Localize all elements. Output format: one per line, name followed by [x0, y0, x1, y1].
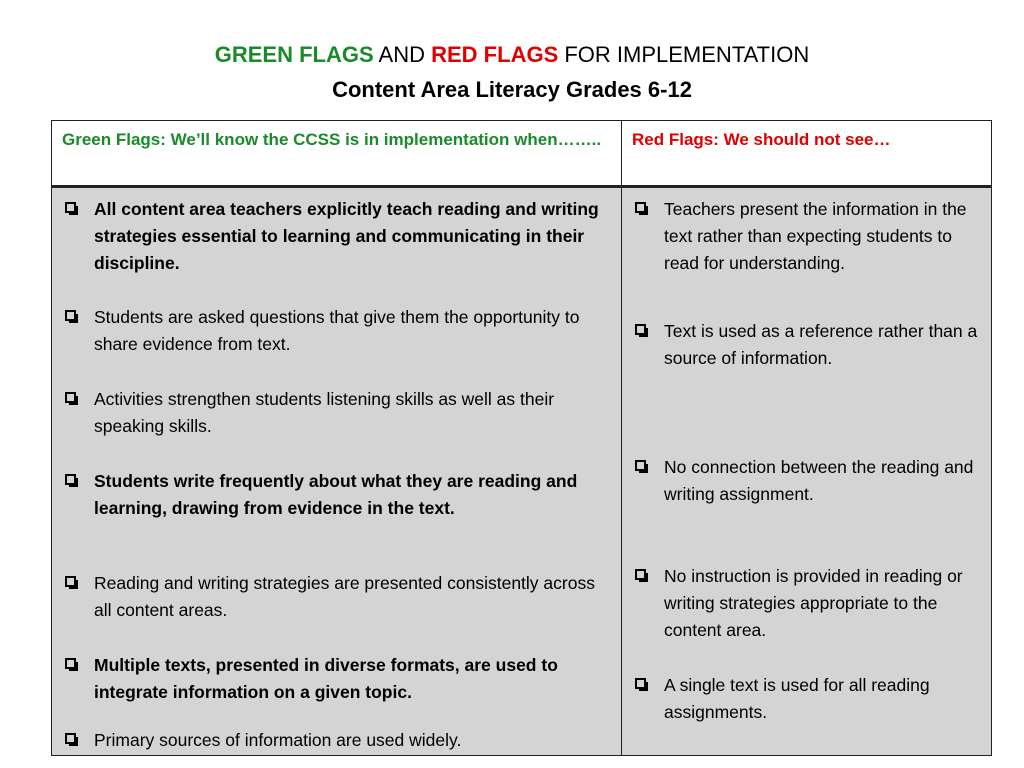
- red-flag-item: [633, 672, 988, 726]
- flags-table: [51, 120, 992, 756]
- green-flag-text: Multiple texts, presented in diverse formats, are used to integrate information on a given topic.: [94, 655, 558, 702]
- title-and: AND: [373, 42, 432, 67]
- green-flag-item: [63, 468, 611, 522]
- red-flag-item: [633, 196, 988, 277]
- checkbox-bullet-icon: [65, 658, 76, 669]
- checkbox-bullet-icon: [65, 576, 76, 587]
- red-flag-text: Teachers present the information in the text rather than expecting students to read for understanding.: [664, 199, 967, 273]
- checkbox-bullet-icon: [65, 733, 76, 744]
- checkbox-bullet-icon: [65, 202, 76, 213]
- checkbox-bullet-icon: [65, 310, 76, 321]
- green-flag-item: [63, 304, 611, 358]
- checkbox-bullet-icon: [635, 569, 646, 580]
- title-rest: FOR IMPLEMENTATION: [558, 42, 810, 67]
- green-flag-text: Reading and writing strategies are presented consistently across all content areas.: [94, 573, 595, 620]
- red-flag-text: No connection between the reading and writing assignment.: [664, 457, 974, 504]
- red-flag-item: [633, 318, 988, 372]
- red-flag-text: No instruction is provided in reading or writing strategies appropriate to the content area.: [664, 566, 963, 640]
- green-flag-text: Students are asked questions that give them the opportunity to share evidence from text.: [94, 307, 580, 354]
- green-flag-text: Primary sources of information are used widely.: [94, 730, 462, 750]
- red-flag-text: A single text is used for all reading assignments.: [664, 675, 930, 722]
- green-flag-text: Activities strengthen students listening skills as well as their speaking skills.: [94, 389, 555, 436]
- green-flag-item: [63, 196, 611, 277]
- checkbox-bullet-icon: [635, 324, 646, 335]
- green-flag-item: [63, 652, 611, 706]
- green-flag-item: [63, 727, 611, 754]
- title-red-flags: RED FLAGS: [431, 42, 559, 67]
- green-flag-text: Students write frequently about what they are reading and learning, drawing from evidence in the text.: [94, 471, 578, 518]
- title-green-flags: GREEN FLAGS: [214, 42, 374, 67]
- red-flag-text: Text is used as a reference rather than a source of information.: [664, 321, 978, 368]
- red-flags-column: [622, 188, 991, 755]
- green-flag-text: All content area teachers explicitly teach reading and writing strategies essential to learning and communicating in their discipline.: [94, 199, 599, 273]
- checkbox-bullet-icon: [635, 678, 646, 689]
- green-flag-item: [63, 570, 611, 624]
- page-title: [0, 40, 1024, 70]
- green-flags-column: [52, 188, 622, 755]
- checkbox-bullet-icon: [65, 392, 76, 403]
- green-flags-header: Green Flags: We’ll know the CCSS is in implementation when……..: [52, 121, 622, 187]
- checkbox-bullet-icon: [65, 474, 76, 485]
- red-flag-item: [633, 563, 988, 644]
- page-subtitle: Content Area Literacy Grades 6-12: [332, 77, 692, 102]
- red-flags-header: Red Flags: We should not see…: [622, 121, 991, 187]
- checkbox-bullet-icon: [635, 202, 646, 213]
- checkbox-bullet-icon: [635, 460, 646, 471]
- green-flag-item: [63, 386, 611, 440]
- red-flag-item: [633, 454, 988, 508]
